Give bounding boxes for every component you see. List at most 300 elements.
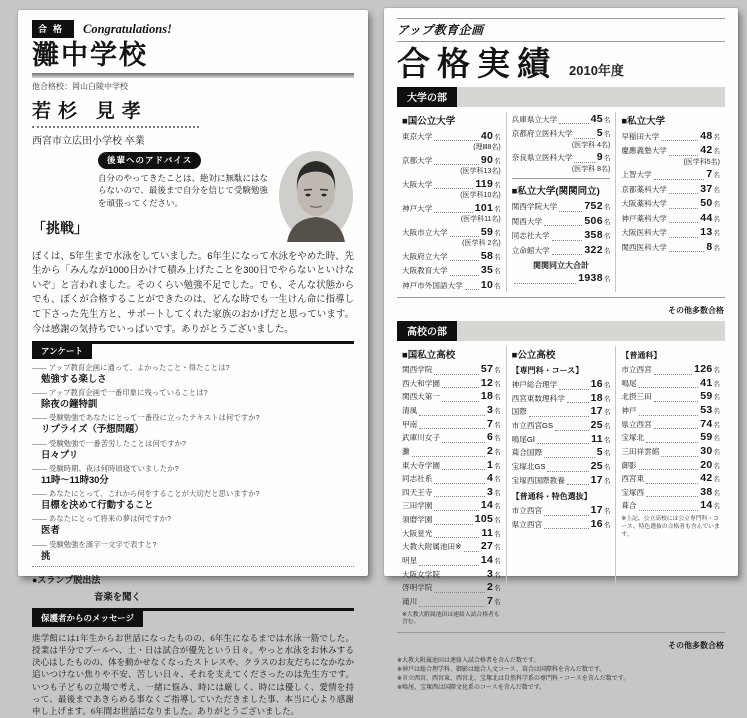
school-name: 大阪薬科大学 bbox=[621, 199, 667, 209]
school-name: 同志社系 bbox=[402, 474, 433, 484]
dotted-leader bbox=[654, 177, 705, 180]
results-year: 2010年度 bbox=[569, 63, 624, 78]
pass-count: 322 bbox=[584, 243, 603, 256]
school-name: 市立西宮 bbox=[511, 506, 543, 516]
result-row bbox=[402, 225, 501, 239]
count-unit: 名 bbox=[603, 463, 611, 471]
pass-count: 8 bbox=[706, 240, 713, 253]
count-unit: 名 bbox=[603, 508, 611, 516]
count-unit: 名 bbox=[494, 421, 501, 429]
count-unit: 名 bbox=[713, 148, 721, 156]
count-unit: 名 bbox=[713, 186, 721, 194]
count-unit: 名 bbox=[494, 253, 501, 261]
list-subheader: 【専門科・コース】 bbox=[511, 366, 584, 376]
result-row bbox=[512, 199, 611, 213]
count-unit: 名 bbox=[713, 476, 721, 484]
result-row bbox=[402, 249, 501, 263]
survey-question: ―― 受験時期、夜は何時頃寝ていましたか? bbox=[32, 463, 354, 474]
student-portrait-photo bbox=[278, 150, 354, 242]
count-unit: 名 bbox=[494, 503, 501, 511]
pass-count: 7 bbox=[487, 417, 494, 430]
school-name: 県立西宮 bbox=[511, 519, 543, 529]
pass-count: 42 bbox=[700, 144, 713, 157]
result-row bbox=[512, 150, 611, 164]
university-more-label: その他多数合格 bbox=[668, 306, 724, 316]
count-unit: 名 bbox=[603, 218, 611, 226]
highschool-section-label: 高校の部 bbox=[397, 321, 457, 341]
count-unit: 名 bbox=[713, 462, 721, 470]
pass-count: 1 bbox=[487, 458, 494, 471]
count-unit: 名 bbox=[713, 503, 721, 511]
column-divider bbox=[512, 178, 611, 179]
pass-count: 17 bbox=[590, 504, 603, 517]
column-footnote: ※大教大附属池田は連絡入試合格者も含む。 bbox=[402, 611, 500, 626]
pass-count: 30 bbox=[700, 444, 713, 457]
survey-answer: 勉強する楽しさ bbox=[41, 372, 107, 384]
list-header: ■私立大学(関関同立) bbox=[511, 186, 600, 198]
school-name: 啓明学院 bbox=[402, 583, 433, 593]
dotted-leader bbox=[434, 522, 472, 525]
column-footnote: ※上記、公立高校には公立専門科・コース、特色選抜の合格者も含んでいます。 bbox=[621, 516, 720, 538]
result-row bbox=[512, 405, 611, 419]
school-name: 御影 bbox=[621, 460, 637, 470]
count-unit: 名 bbox=[603, 131, 611, 139]
pass-count: 3 bbox=[487, 485, 494, 498]
pass-count: 14 bbox=[480, 554, 494, 567]
school-name: 関西大第一 bbox=[402, 392, 440, 402]
advice-block bbox=[98, 150, 274, 242]
result-subnote: (医学科 4名) bbox=[571, 141, 611, 149]
dotted-leader bbox=[450, 273, 479, 276]
school-name: 大阪星光 bbox=[402, 528, 433, 538]
count-unit: 名 bbox=[494, 157, 501, 165]
count-unit: 名 bbox=[494, 448, 501, 456]
count-unit: 名 bbox=[494, 205, 501, 213]
dotted-leader bbox=[646, 481, 698, 484]
school-name: 神戸 bbox=[621, 405, 637, 415]
portrait-illustration bbox=[278, 150, 354, 242]
result-row bbox=[402, 404, 501, 418]
dotted-leader bbox=[669, 206, 698, 209]
count-unit: 名 bbox=[494, 462, 501, 470]
result-row bbox=[621, 472, 720, 486]
dotted-divider bbox=[32, 566, 354, 567]
pass-count: 10 bbox=[480, 278, 494, 291]
result-row bbox=[402, 459, 501, 473]
count-unit: 名 bbox=[603, 395, 611, 403]
result-row bbox=[402, 129, 501, 143]
dotted-leader bbox=[434, 535, 479, 538]
dotted-leader bbox=[529, 414, 589, 417]
school-name: 大阪医科大学 bbox=[621, 228, 667, 238]
count-unit: 名 bbox=[494, 282, 501, 290]
highschool-columns bbox=[397, 346, 725, 627]
dotted-leader bbox=[434, 162, 479, 165]
pass-count: 45 bbox=[590, 113, 603, 125]
pass-count: 17 bbox=[590, 405, 603, 418]
survey-answer: 日々プリ bbox=[41, 448, 79, 460]
dotted-leader bbox=[464, 549, 479, 552]
count-unit: 名 bbox=[713, 448, 721, 456]
result-row bbox=[621, 225, 720, 239]
result-row bbox=[512, 378, 611, 392]
highschool-section-bar bbox=[397, 321, 725, 341]
count-unit: 名 bbox=[713, 489, 721, 497]
survey-question: ―― 受験勉強を漢字一文字で表すと? bbox=[32, 539, 354, 550]
parent-message-label: 保護者からのメッセージ bbox=[32, 611, 143, 626]
pass-count: 119 bbox=[475, 177, 494, 190]
school-name: 上智大学 bbox=[621, 170, 652, 180]
dotted-leader bbox=[434, 186, 473, 189]
pass-count: 3 bbox=[487, 403, 494, 416]
pass-count: 126 bbox=[694, 363, 713, 376]
school-name: 三田祥雲館 bbox=[621, 446, 660, 456]
school-name: 大教大附属池田※ bbox=[402, 542, 462, 552]
dotted-leader bbox=[555, 428, 589, 431]
count-unit: 名 bbox=[494, 435, 501, 443]
dotted-leader bbox=[654, 426, 699, 429]
slump-escape-answer: 音楽を聞く bbox=[94, 591, 141, 603]
result-subnote: (医学科 8名) bbox=[571, 165, 611, 173]
dotted-leader bbox=[434, 210, 472, 213]
survey-answer: 挑 bbox=[41, 549, 51, 561]
school-name: 北摂三田 bbox=[621, 392, 652, 402]
school-name: 神戸総合理学 bbox=[511, 380, 558, 390]
result-row bbox=[402, 153, 501, 167]
header-badge-row bbox=[32, 20, 354, 38]
result-row bbox=[621, 390, 720, 404]
count-unit: 名 bbox=[494, 181, 501, 189]
school-name: 大阪大学 bbox=[402, 179, 433, 189]
school-name: 慶應義塾大学 bbox=[621, 146, 667, 156]
dotted-leader bbox=[669, 220, 698, 223]
result-row bbox=[512, 446, 611, 460]
result-row bbox=[402, 201, 501, 215]
result-row bbox=[512, 271, 611, 285]
dotted-leader bbox=[639, 508, 699, 511]
school-name: 清風 bbox=[402, 405, 418, 415]
result-subnote: (医学科11名) bbox=[460, 216, 501, 224]
university-section-footer bbox=[397, 297, 725, 321]
count-unit: 名 bbox=[494, 598, 501, 606]
pass-count: 59 bbox=[700, 390, 713, 403]
highschool-section-footer bbox=[397, 632, 725, 656]
pass-count: 14 bbox=[700, 499, 713, 512]
pass-count: 57 bbox=[480, 363, 494, 376]
survey-question: ―― あなたにとって、これから何をすることが大切だと思いますか? bbox=[32, 488, 354, 499]
highschool-column-3 bbox=[615, 346, 725, 627]
survey-answer: 医者 bbox=[41, 524, 60, 536]
pass-count: 11 bbox=[481, 526, 494, 539]
highschool-column-2 bbox=[506, 346, 616, 627]
pass-count: 90 bbox=[480, 153, 494, 166]
pass-count: 13 bbox=[700, 226, 713, 239]
school-name: 鳴尾GⅠ bbox=[511, 434, 536, 444]
advice-text: 自分のやってきたことは、絶対に無駄にはならないので、最後まで自分を信じて受験勉強を頑張ってください。 bbox=[98, 172, 269, 209]
school-name: 宝塚西国際教養 bbox=[511, 475, 565, 485]
result-row bbox=[402, 527, 501, 541]
result-row bbox=[402, 595, 501, 609]
dotted-leader bbox=[547, 469, 588, 472]
count-unit: 名 bbox=[603, 233, 611, 241]
school-name: 大阪女学院 bbox=[402, 569, 440, 579]
list-header: ■国公立大学 bbox=[402, 116, 456, 127]
result-row bbox=[402, 568, 501, 582]
dotted-leader bbox=[434, 372, 479, 375]
brand-rule-bottom bbox=[397, 41, 725, 42]
survey-qa-list bbox=[32, 362, 354, 562]
dotted-leader bbox=[639, 385, 699, 388]
dotted-leader bbox=[574, 160, 594, 163]
footnote-line: ※大教大附属池田は連絡入試合格者を含んだ数です。 bbox=[397, 658, 540, 665]
result-row bbox=[512, 518, 611, 532]
result-subnote: (医学科13名) bbox=[460, 168, 501, 176]
dotted-leader bbox=[419, 413, 485, 416]
result-row bbox=[621, 143, 720, 157]
pass-count: 18 bbox=[590, 391, 603, 404]
count-unit: 名 bbox=[494, 268, 501, 276]
pass-count: 58 bbox=[480, 249, 494, 262]
university-section-bar bbox=[397, 87, 725, 107]
result-row bbox=[402, 499, 501, 513]
result-row bbox=[621, 167, 720, 181]
dotted-leader bbox=[646, 440, 698, 443]
list-header: ■公立高校 bbox=[511, 350, 556, 362]
school-name: 神戸大学 bbox=[402, 203, 433, 213]
school-name: 西大和学園 bbox=[402, 378, 440, 388]
pass-count: 12 bbox=[480, 376, 494, 389]
dotted-leader bbox=[639, 467, 699, 470]
count-unit: 名 bbox=[494, 585, 501, 593]
results-page bbox=[384, 8, 738, 692]
university-column-2 bbox=[506, 112, 616, 292]
result-row bbox=[621, 445, 720, 459]
dotted-leader bbox=[465, 287, 479, 290]
list-subheader: 【普通科・特色選抜】 bbox=[511, 492, 592, 502]
school-name: 滝川 bbox=[402, 596, 418, 606]
highschool-more-label: その他多数合格 bbox=[668, 641, 724, 651]
count-unit: 名 bbox=[494, 476, 501, 484]
result-row bbox=[512, 392, 611, 406]
school-name: 立命館大学 bbox=[511, 245, 550, 255]
school-name: 大阪教育大学 bbox=[402, 266, 448, 276]
list-header: ■私立大学 bbox=[621, 116, 666, 127]
school-name: 神戸市外国語大学 bbox=[402, 280, 463, 290]
result-row bbox=[621, 129, 720, 143]
count-unit: 名 bbox=[713, 421, 721, 429]
count-unit: 名 bbox=[713, 367, 721, 375]
pass-count: 48 bbox=[700, 130, 713, 142]
result-row bbox=[402, 431, 501, 445]
result-row bbox=[621, 377, 720, 391]
dotted-leader bbox=[559, 121, 588, 124]
count-unit: 名 bbox=[603, 450, 611, 458]
result-row bbox=[621, 240, 720, 254]
dotted-leader bbox=[450, 234, 479, 237]
count-unit: 名 bbox=[494, 517, 501, 525]
dotted-leader bbox=[567, 482, 589, 485]
pass-badge: 合格 bbox=[32, 20, 74, 38]
dotted-leader bbox=[559, 387, 588, 390]
pass-count: 7 bbox=[487, 594, 494, 607]
school-name: 鳴尾 bbox=[621, 378, 637, 388]
pass-count: 506 bbox=[584, 214, 603, 227]
count-unit: 名 bbox=[603, 247, 611, 255]
result-row bbox=[512, 433, 611, 447]
count-unit: 名 bbox=[603, 276, 611, 284]
school-name: 関西大学 bbox=[511, 216, 543, 226]
school-name: 同志社大学 bbox=[511, 231, 550, 241]
dotted-leader bbox=[646, 494, 698, 497]
result-row bbox=[621, 196, 720, 210]
dotted-leader bbox=[419, 426, 485, 429]
brand-logo: アップ教育企画 bbox=[397, 23, 484, 37]
result-row bbox=[621, 431, 720, 445]
result-row bbox=[512, 474, 611, 488]
school-name: 宝塚北 bbox=[621, 433, 645, 443]
dotted-leader bbox=[574, 136, 594, 139]
count-unit: 名 bbox=[494, 367, 501, 375]
advice-and-photo-row bbox=[32, 150, 354, 242]
survey-question: ―― 受験勉強であなたにとって一番役に立ったテキストは何ですか? bbox=[32, 412, 354, 423]
count-unit: 名 bbox=[603, 422, 611, 430]
school-name: 西宮東 bbox=[621, 474, 645, 484]
dotted-leader bbox=[654, 372, 692, 375]
congratulations-script: Congratulations! bbox=[83, 21, 172, 36]
count-unit: 名 bbox=[713, 394, 721, 402]
list-subheader: 【普通科】 bbox=[621, 351, 662, 361]
dotted-leader bbox=[669, 235, 698, 238]
survey-question: ―― アップ教育企画に通って、よかったこと・得たことは? bbox=[32, 362, 354, 373]
school-name: 武庫川女子 bbox=[402, 433, 440, 443]
count-unit: 名 bbox=[494, 544, 501, 552]
count-unit: 名 bbox=[494, 407, 501, 415]
dotted-leader bbox=[639, 413, 699, 416]
school-name: 大阪市立大学 bbox=[402, 227, 448, 237]
dotted-leader bbox=[544, 455, 595, 458]
pass-count: 59 bbox=[480, 225, 494, 238]
pass-count: 2 bbox=[487, 581, 494, 594]
result-row bbox=[512, 504, 611, 518]
dotted-leader bbox=[434, 508, 479, 511]
student-essay: ぼくは、5年生まで水泳をしていました。6年生になって水泳をやめた時、先生から「みんなが1000日かけて積み上げたことを300日でやらないといけないぞ」と言われました。そのくらい勉強不足でした。でも、そんな状態からでも、ぼくが合格することができたのは、どんな時でも一生けん命に指導して下さった先生方と、サポートしてくれた家族のおかげだと思っています。今は感謝の気持ちでいっぱいです。ありがとうございました。 bbox=[32, 249, 354, 334]
result-row bbox=[621, 418, 720, 432]
dotted-leader bbox=[412, 454, 485, 457]
school-name: 関西学院大学 bbox=[511, 202, 558, 212]
school-name: 宝塚西 bbox=[621, 487, 645, 497]
pass-count: 40 bbox=[480, 130, 494, 142]
result-row bbox=[512, 243, 611, 257]
dotted-leader bbox=[434, 590, 485, 593]
pass-count: 9 bbox=[596, 151, 603, 164]
pass-count: 752 bbox=[584, 200, 603, 213]
pass-count: 37 bbox=[700, 182, 713, 195]
dotted-leader bbox=[552, 252, 583, 255]
count-unit: 名 bbox=[494, 489, 501, 497]
list-header: ■国私立高校 bbox=[402, 350, 456, 362]
result-row bbox=[402, 390, 501, 404]
pass-count: 41 bbox=[700, 376, 713, 389]
pass-count: 50 bbox=[700, 197, 713, 210]
count-unit: 名 bbox=[494, 394, 501, 402]
result-subnote: (医学科5名) bbox=[683, 158, 721, 166]
result-row bbox=[402, 445, 501, 459]
dotted-leader bbox=[654, 399, 699, 402]
result-row bbox=[402, 377, 501, 391]
result-subnote: (医学科 2名) bbox=[462, 240, 501, 248]
pass-count: 4 bbox=[487, 472, 494, 485]
pass-count: 16 bbox=[590, 378, 603, 391]
dotted-leader bbox=[661, 138, 698, 141]
result-row bbox=[402, 472, 501, 486]
school-name: 早稲田大学 bbox=[621, 132, 660, 141]
dotted-leader bbox=[434, 138, 479, 141]
count-unit: 名 bbox=[494, 558, 501, 566]
parent-message-text: 進学館には1年生からお世話になったものの、6年生になるまでは水泳一筋でした。授業は半分でプールへ、土・日は試合が優先という日々。やっと水泳をお休みする決心はしたものの、体を動かせなくなったストレスや、クラスのお友だちになかなか追いつけない焦りや不安、苦しい日々、それを支えてくださったのは先生方です。いつも子どもの立場で考え、一緒に悩み、時には厳しく、時には優しく、愛情を持って、最後まであきらめる事なくご指導していただきました事、本当に心より感謝申し上げます。6年間お世話になりました。ありがとうございました。 bbox=[32, 632, 354, 717]
dotted-leader bbox=[434, 494, 485, 497]
accepted-school-title: 灘中学校 bbox=[32, 40, 148, 70]
dotted-leader bbox=[669, 191, 698, 194]
school-name: 京都大学 bbox=[402, 155, 433, 165]
school-name: 東京大学 bbox=[402, 132, 433, 141]
advice-label: 後輩へのアドバイス bbox=[98, 152, 201, 169]
school-name: 甲南 bbox=[402, 419, 418, 429]
count-unit: 名 bbox=[713, 230, 721, 238]
result-row bbox=[621, 182, 720, 196]
school-name: 市立西宮 bbox=[621, 365, 652, 375]
footnote-line: ※神戸は総合理学科、御影は総合人文コース、葺合は国際科を含んだ数です。 bbox=[397, 667, 606, 674]
school-name: 兵庫県立大学 bbox=[511, 115, 558, 124]
result-row bbox=[512, 112, 611, 126]
count-unit: 名 bbox=[713, 407, 721, 415]
count-unit: 名 bbox=[713, 172, 721, 180]
count-unit: 名 bbox=[603, 521, 611, 529]
school-name: 京都府立医科大学 bbox=[511, 129, 573, 139]
student-name: 若杉 見孝 bbox=[32, 100, 148, 122]
pass-count: 38 bbox=[700, 485, 713, 498]
survey-question: ―― 受験勉強で一番苦労したことは何ですか? bbox=[32, 438, 354, 449]
result-row bbox=[402, 278, 501, 292]
result-row bbox=[621, 499, 720, 513]
school-name: 須磨学園 bbox=[402, 515, 433, 525]
school-name: 東大寺学園 bbox=[402, 460, 440, 470]
pass-count: 1938 bbox=[578, 272, 603, 285]
results-title-row bbox=[397, 47, 725, 80]
school-name: 宝塚北GS bbox=[511, 461, 546, 471]
pass-count: 59 bbox=[700, 431, 713, 444]
result-row bbox=[621, 486, 720, 500]
highschool-column-1 bbox=[397, 346, 506, 627]
school-name: 京都薬科大学 bbox=[621, 184, 667, 194]
pass-count: 53 bbox=[700, 403, 713, 416]
dotted-leader bbox=[559, 209, 582, 212]
school-name: 葺合 bbox=[621, 501, 637, 511]
survey-question: ―― あなたにとって将来の夢は何ですか? bbox=[32, 513, 354, 524]
dotted-leader bbox=[419, 604, 485, 607]
footnote-line: ※市立西宮、西宮東、西宮北、宝塚北は自然科学系の専門科・コースを含んだ数です。 bbox=[397, 676, 630, 683]
result-row bbox=[512, 126, 611, 140]
survey-answer: 11時〜11時30分 bbox=[41, 473, 109, 485]
count-unit: 名 bbox=[603, 204, 611, 212]
dotted-leader bbox=[544, 513, 589, 516]
testimonial-page bbox=[18, 10, 368, 717]
count-unit: 名 bbox=[603, 117, 611, 124]
result-row bbox=[512, 228, 611, 242]
school-name: 大阪府立大学 bbox=[402, 251, 448, 261]
pass-count: 42 bbox=[700, 472, 713, 485]
count-unit: 名 bbox=[494, 530, 501, 538]
dotted-leader bbox=[514, 281, 577, 284]
